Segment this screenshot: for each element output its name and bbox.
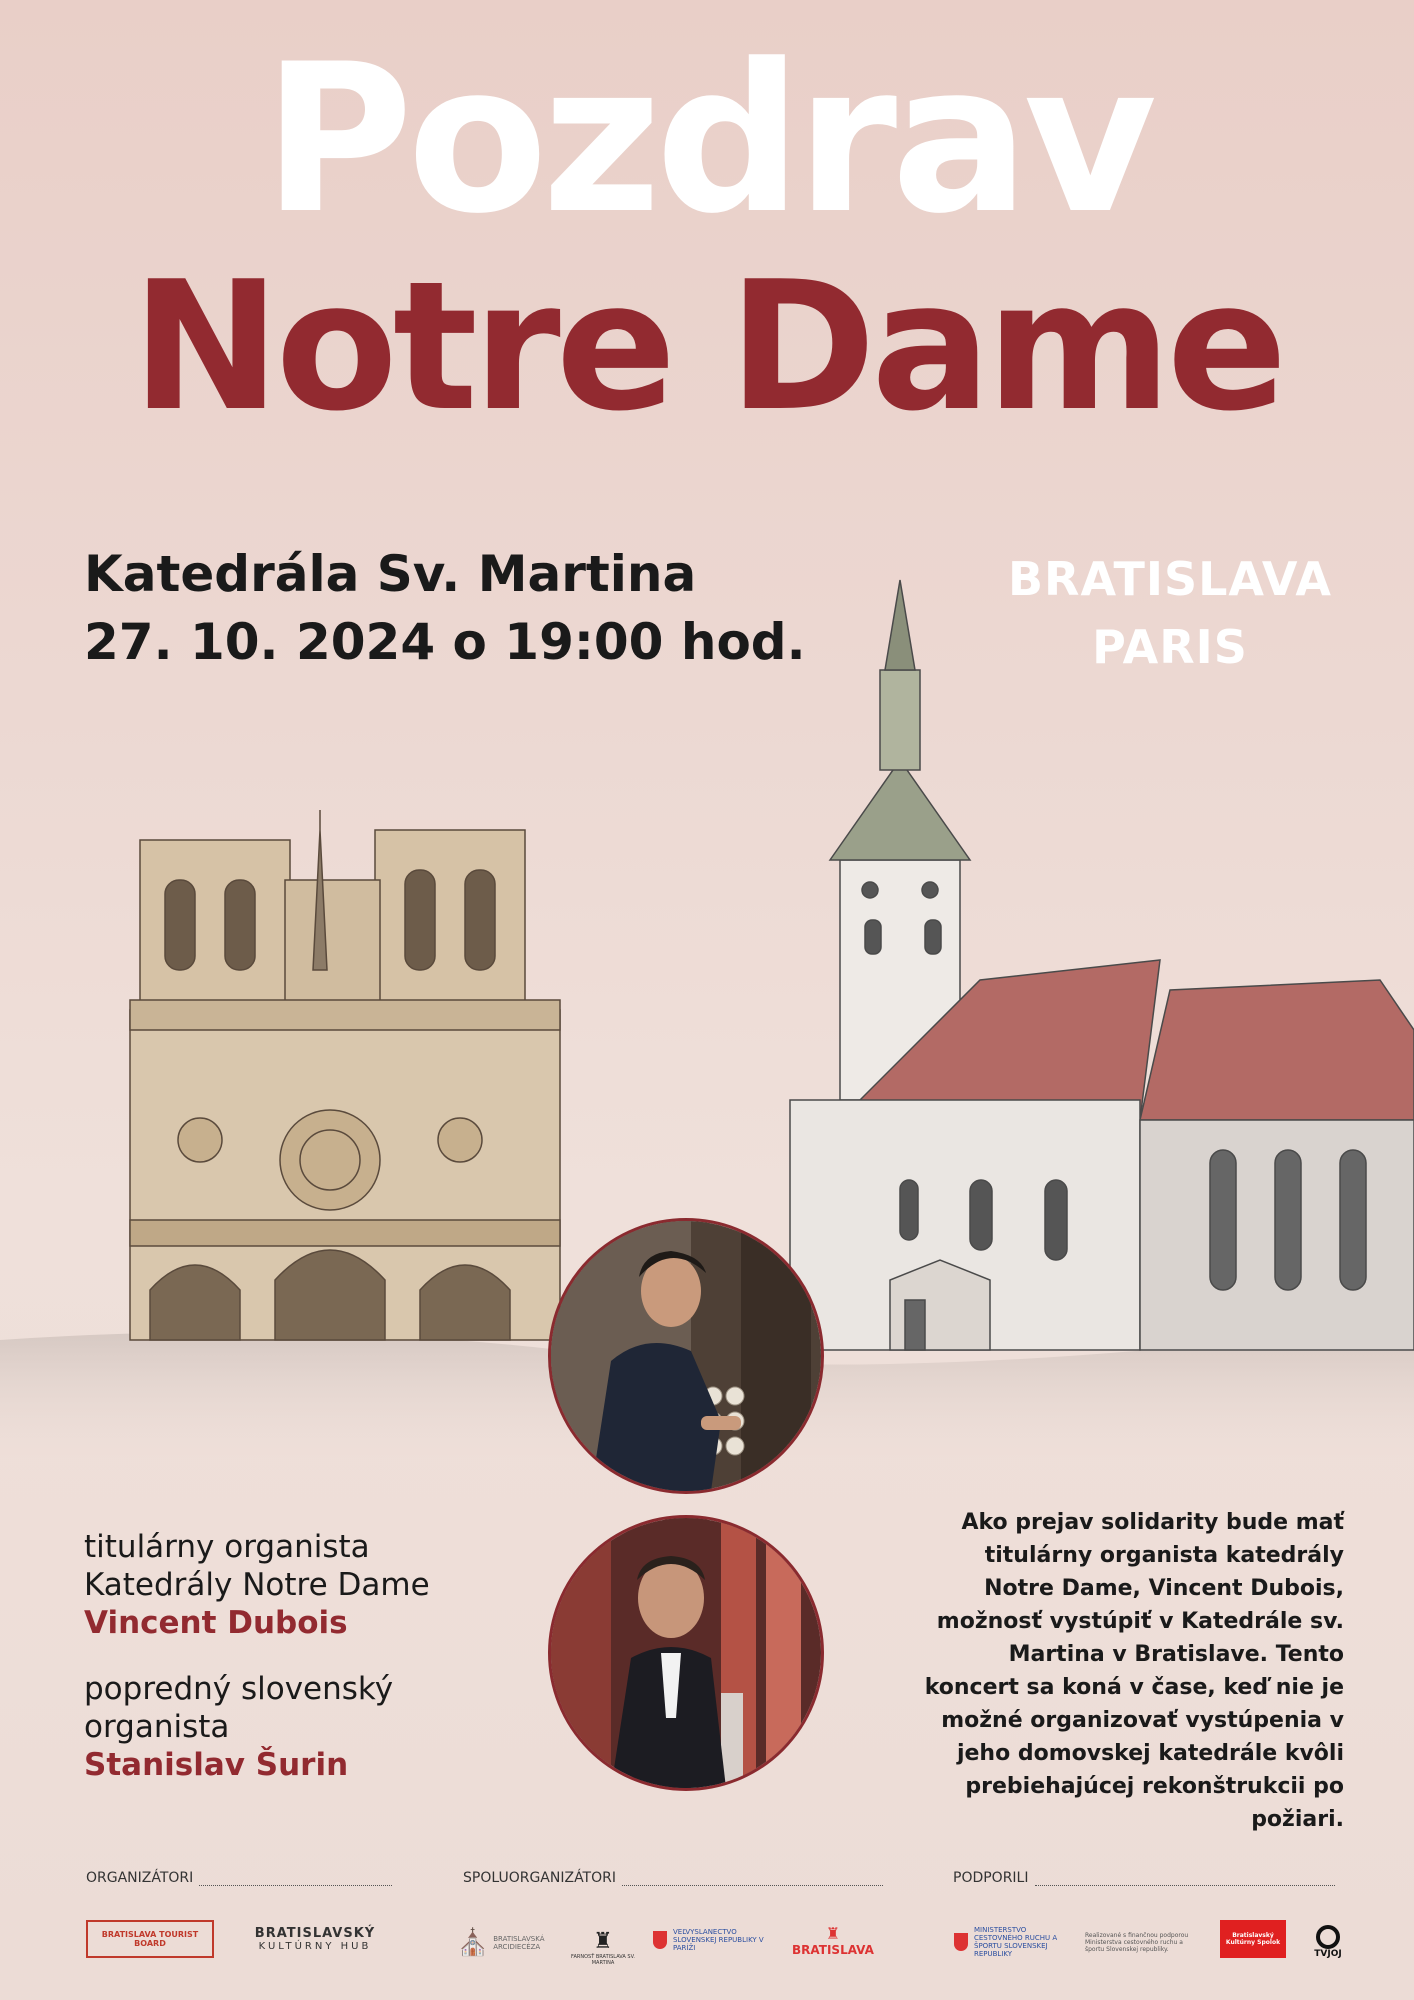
tvjoj-logo[interactable]: TVJOJ bbox=[1306, 1920, 1350, 1964]
tourist-board-logo[interactable]: BRATISLAVA TOURIST BOARD bbox=[86, 1920, 214, 1958]
st-martin-drawing bbox=[790, 580, 1414, 1350]
performer-2-name: Stanislav Šurin bbox=[84, 1747, 349, 1783]
organizers-label: ORGANIZÁTORI bbox=[86, 1870, 194, 1886]
city-crest-icon: ♜ bbox=[825, 1923, 841, 1943]
city-bratislava: BRATISLAVA bbox=[1007, 552, 1332, 606]
organizers-heading bbox=[86, 1870, 392, 1886]
notre-dame-drawing bbox=[130, 810, 560, 1340]
kulturny-spolok-logo[interactable]: Bratislavský Kultúrny Spolok bbox=[1220, 1920, 1286, 1958]
performer-2 bbox=[84, 1670, 430, 1784]
portrait-vincent-dubois bbox=[548, 1218, 824, 1494]
performer-2-role-1: popredný slovenský bbox=[84, 1671, 394, 1707]
event-description: Ako prejav solidarity bude mať titulárny organista katedrály Notre Dame, Vincent Dubois, možnosť vystúpiť v Katedrále sv. Martina v Bratislave. Tento koncert sa koná v čase, keď nie je možné organizovať vystúpenia v jeho domovskej katedrále kvôli prebiehajúcej rekonštrukcii po požiari. bbox=[924, 1510, 1344, 1832]
tvjoj-icon bbox=[1316, 1925, 1340, 1949]
ministerstvo-logo[interactable]: MINISTERSTVO CESTOVNÉHO RUCHU A ŠPORTU SLOVENSKEJ REPUBLIKY bbox=[953, 1920, 1075, 1964]
venue-name: Katedrála Sv. Martina bbox=[84, 545, 697, 603]
performer-1 bbox=[84, 1528, 430, 1642]
organist-photo-2 bbox=[551, 1518, 821, 1788]
performer-1-name: Vincent Dubois bbox=[84, 1605, 348, 1641]
performers bbox=[84, 1528, 430, 1784]
organist-photo-1 bbox=[551, 1221, 821, 1491]
title-line-1: Pozdrav bbox=[262, 21, 1152, 259]
realizovane-note: Realizované s finančnou podporou Ministerstva cestovného ruchu a športu Slovenskej republiky. bbox=[1085, 1931, 1189, 1953]
crest-icon: ⛪ bbox=[456, 1928, 490, 1958]
bratislava-city-logo[interactable]: ♜ BRATISLAVA bbox=[792, 1923, 874, 1957]
arcidieceza-logo[interactable]: ⛪ BRATISLAVSKÁ ARCIDIECÉZA bbox=[456, 1928, 545, 1958]
supporters-label: PODPORILI bbox=[953, 1870, 1029, 1886]
church-icon: ♜ bbox=[593, 1928, 613, 1954]
performer-2-role-2: organista bbox=[84, 1709, 230, 1745]
ministry-crest-icon bbox=[954, 1933, 968, 1951]
performer-1-role-1: titulárny organista bbox=[84, 1529, 370, 1565]
coorganizers-heading bbox=[463, 1870, 883, 1886]
coorganizers-label: SPOLUORGANIZÁTORI bbox=[463, 1870, 616, 1886]
supporters-heading bbox=[953, 1870, 1335, 1886]
performer-1-role-2: Katedrály Notre Dame bbox=[84, 1567, 430, 1603]
city-paris: PARIS bbox=[1092, 620, 1248, 674]
velvyslanectvo-logo[interactable]: VEĽVYSLANECTVO SLOVENSKEJ REPUBLIKY V PARÍŽI bbox=[652, 1920, 770, 1960]
portrait-stanislav-surin bbox=[548, 1515, 824, 1791]
farnost-logo[interactable]: ♜ FARNOSŤ BRATISLAVA SV. MARTINA bbox=[571, 1928, 635, 1966]
kulturny-hub-logo[interactable]: BRATISLAVSKÝ KULTÚRNY HUB bbox=[254, 1926, 376, 1952]
event-datetime: 27. 10. 2024 o 19:00 hod. bbox=[84, 613, 806, 671]
slovak-crest-icon bbox=[653, 1931, 667, 1949]
title-line-2: Notre Dame bbox=[131, 243, 1283, 450]
